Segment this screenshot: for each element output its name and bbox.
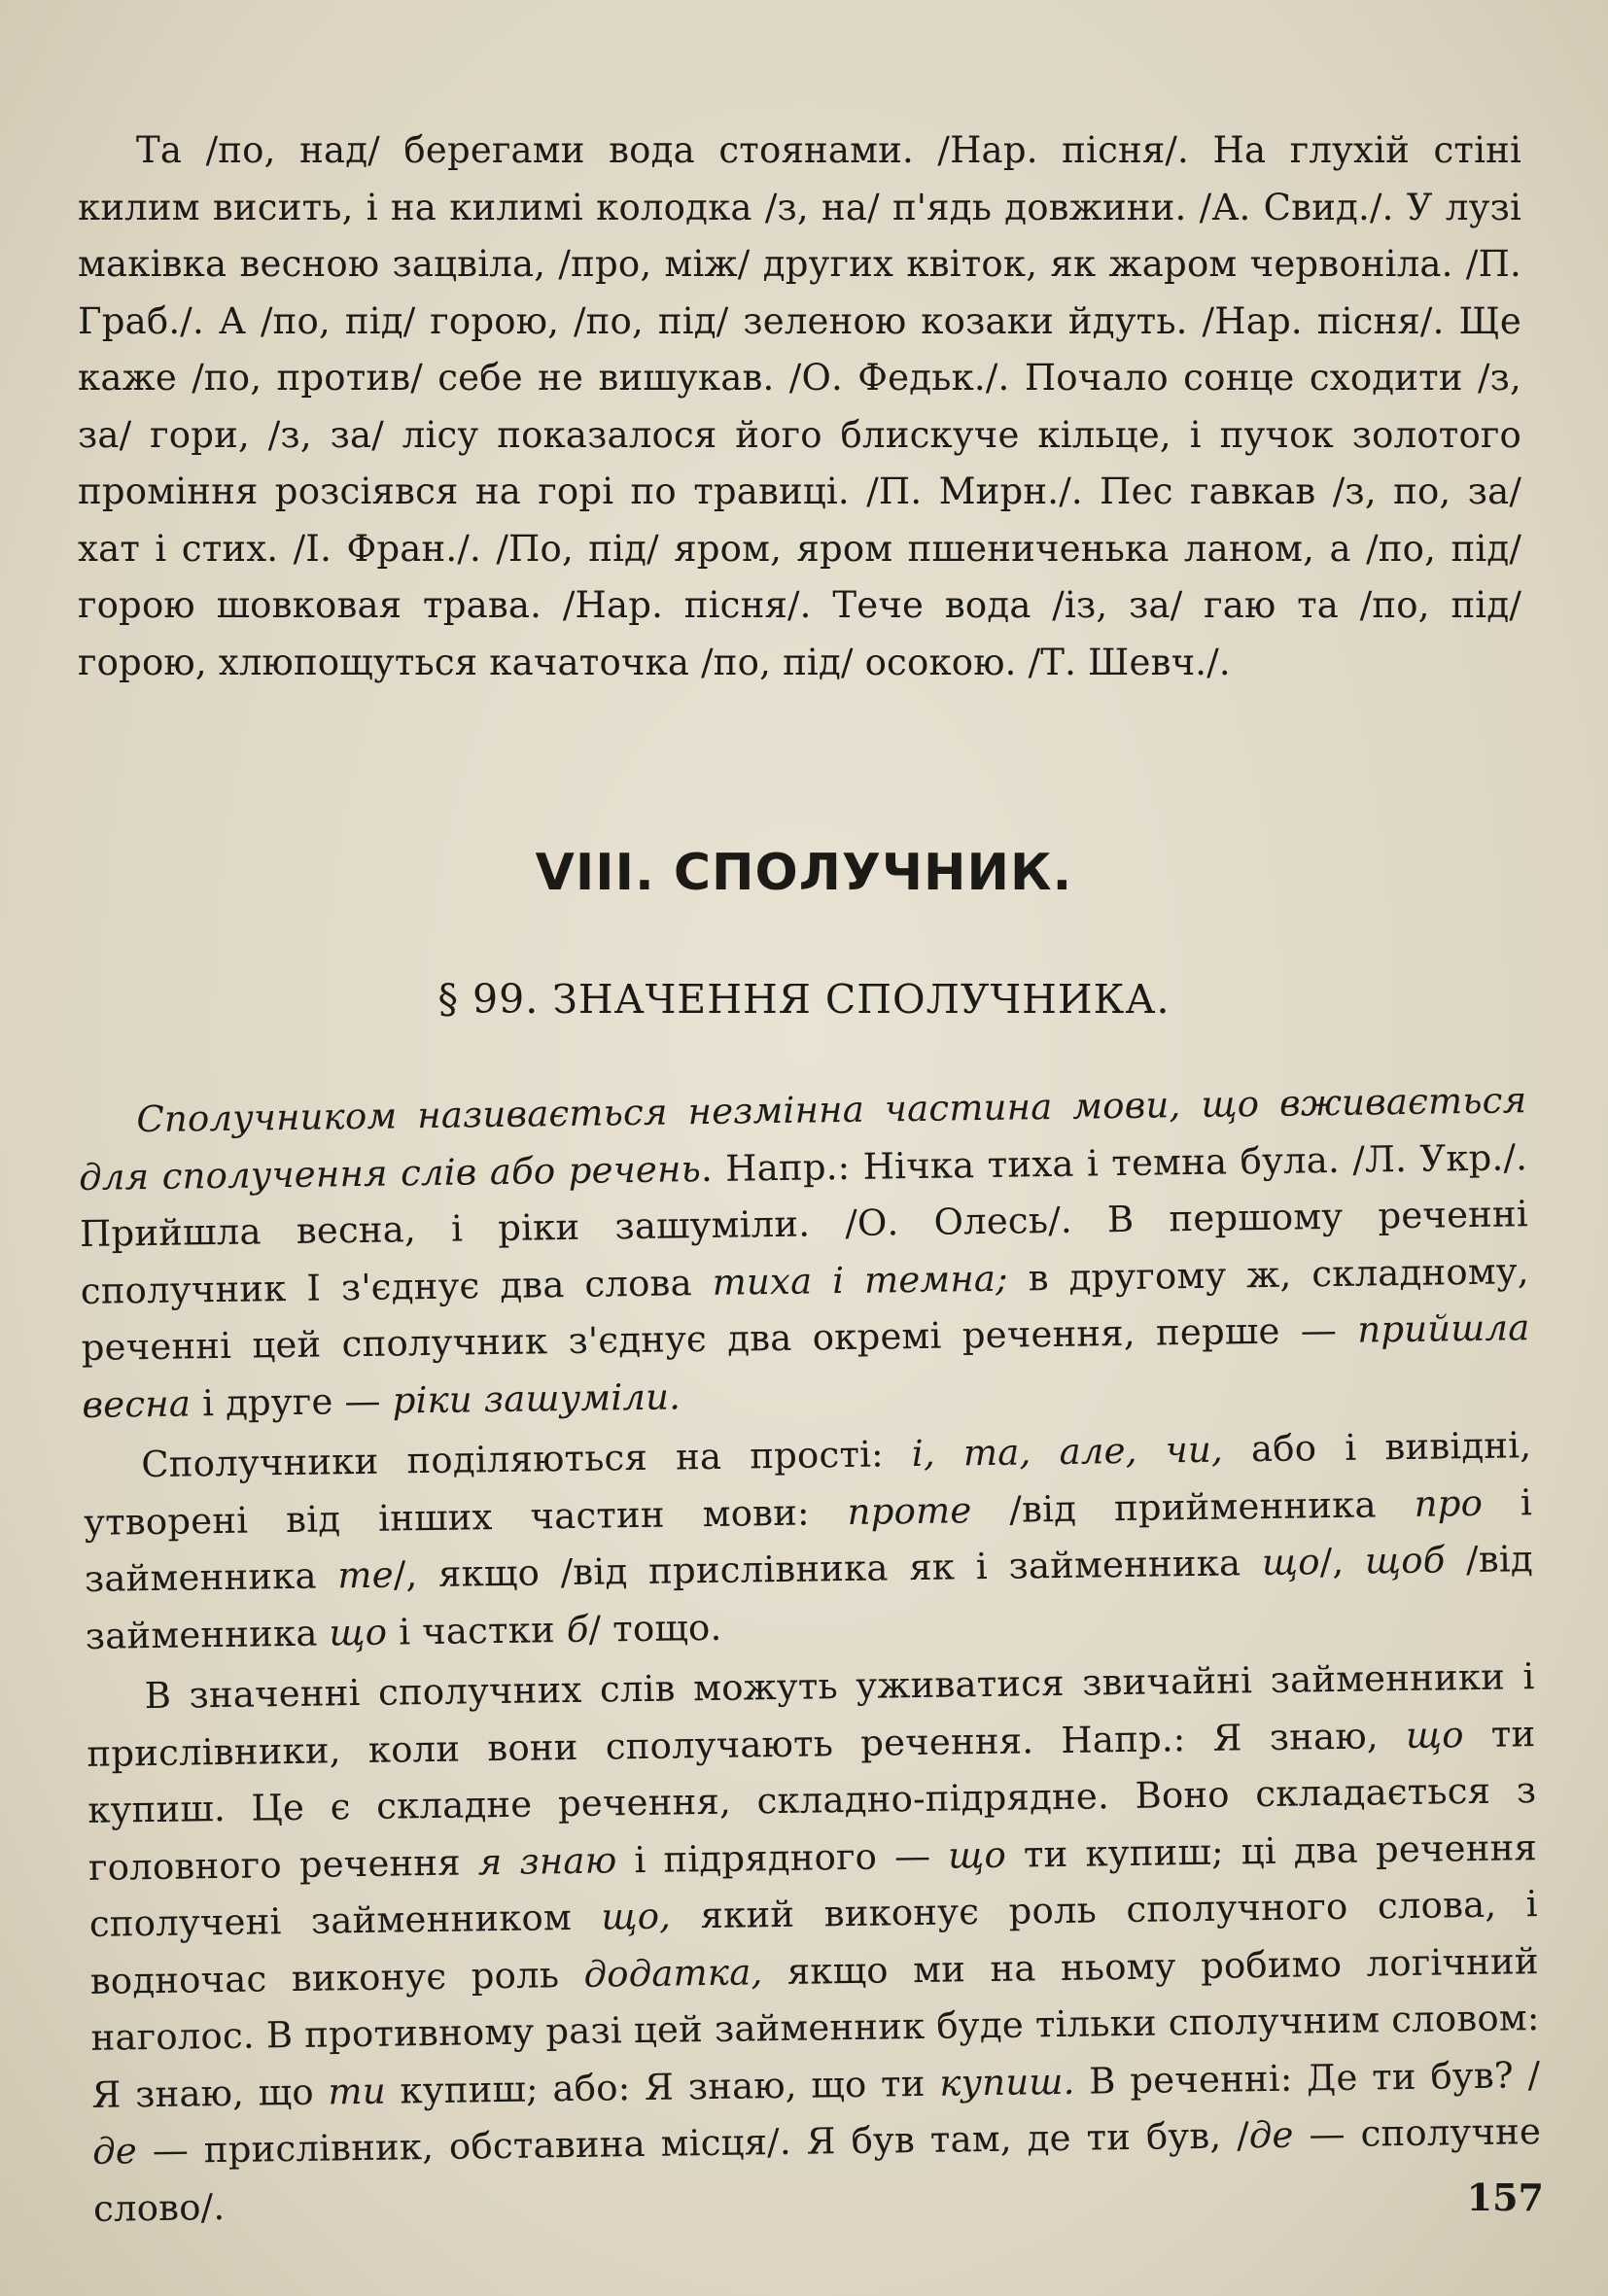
italic-run: що	[329, 1611, 388, 1653]
italic-run: що	[947, 1833, 1007, 1877]
text-run: і друге —	[190, 1379, 393, 1424]
italic-run: щоб	[1364, 1539, 1446, 1583]
italic-run: те	[337, 1553, 395, 1597]
italic-run: проте	[847, 1488, 972, 1533]
text-run: в другому ж, складному, реченні цей сполучник з'єднує два окремі речення, перше —	[81, 1249, 1530, 1369]
examples-paragraph: Та /по, над/ берегами вода стоянами. /Нар. пісня/. На глухій стіні килим висить, і на килимі колодка /з, на/ п'ядь довжини. /А. Свид./. У лузі маківка весною зацвіла, /про, між/ других квіток, як жаром червоніла. /П. Граб./. А /по, під/ горою, /по, під/ зеленою козаки йдуть. /Нар. пісня/. Ще каже /по, против/ себе не вишукав. /О. Федьк./. Почало сонце сходити /з, за/ гори, /з, за/ лісу показалося його блискуче кільце, і пучок золотого проміння розсіявся на горі по травиці. /П. Мирн./. Пес гавкав /з, по, за/ хат і стих. /І. Фран./. /По, під/ яром, яром пшениченька ланом, а /по, під/ горою шовковая трава. /Нар. пісня/. Тече вода /із, за/ гаю та /по, під/ горою, хлюпощуться качаточка /по, під/ осокою. /Т. Шевч./.	[78, 129, 1521, 683]
conjunction-types-paragraph	[83, 1417, 1534, 1665]
text-run: ти купиш. Це є складне речення, складно-підрядне. Воно складається з головного речення	[87, 1712, 1537, 1889]
top-paragraph-block	[78, 122, 1521, 691]
definition-text: Сполучником називається незмінна частина мови, що вживається для сполучення слів або речень	[78, 1079, 1527, 1199]
text-run: — сполучне слово/.	[92, 2110, 1542, 2230]
italic-run: ріки зашуміли.	[392, 1374, 682, 1422]
text-run: В реченні: Де ти був? /	[1074, 2053, 1541, 2103]
italic-run: додатка,	[583, 1950, 763, 1996]
text-run: Сполучники поділяються на прості:	[141, 1433, 913, 1486]
italic-run: де	[1248, 2113, 1294, 2157]
italic-run: тиха і темна;	[712, 1257, 1009, 1304]
text-run: /,	[1319, 1540, 1366, 1583]
text-run: і підрядного —	[616, 1834, 949, 1881]
page-number: 157	[1466, 2175, 1544, 2219]
section-title: § 99. ЗНАЧЕННЯ СПОЛУЧНИКА.	[437, 976, 1171, 1023]
text-run: ти купиш; ці два речення сполучені займенником	[88, 1826, 1538, 1945]
italic-run: прийшла весна	[82, 1306, 1530, 1426]
text-run: який виконує роль сполучного слова, і водночас виконує роль	[89, 1883, 1539, 2002]
text-run: /, якщо /від прислівника як і займенника	[393, 1542, 1263, 1596]
italic-run: що,	[601, 1895, 672, 1938]
italic-run: б	[566, 1608, 589, 1651]
italic-run: де	[91, 2130, 138, 2173]
italic-run: ти	[328, 2070, 387, 2113]
text-run: і частки	[386, 1608, 568, 1653]
italic-run: купиш.	[938, 2060, 1075, 2105]
conjunctive-words-paragraph	[86, 1649, 1542, 2238]
italic-run: і, та, але, чи,	[911, 1428, 1224, 1476]
text-run: якщо ми на ньому робимо логічний наголос. В противному разі цей займенник буде тільки сполучним словом: Я знаю, що	[90, 1939, 1540, 2116]
italic-run: що	[1405, 1713, 1464, 1757]
text-run: /від займенника	[85, 1538, 1534, 1657]
text-run: купиш; або: Я знаю, що ти	[385, 2062, 940, 2112]
text-run: і займенника	[84, 1480, 1533, 1600]
text-run: . Напр.: Нічка тиха і темна була. /Л. Укр./. Прийшла весна, і ріки зашуміли. /О. Олесь/. В першому реченні сполучник І з'єднує два слова	[79, 1135, 1529, 1312]
text-run: /від прийменника	[971, 1482, 1415, 1531]
text-run: / тощо.	[588, 1606, 722, 1651]
text-run: або і вивідні, утворені від інших частин мови:	[83, 1424, 1532, 1544]
italic-run: що	[1261, 1541, 1320, 1584]
text-run: — прислівник, обставина місця/. Я був там, де ти був, /	[136, 2114, 1250, 2173]
section-body	[78, 1072, 1542, 2242]
text-run: В значенні сполучних слів можуть уживатися звичайні займенники і прислівники, коли вони сполучають речення. Напр.: Я знаю,	[87, 1655, 1535, 1775]
italic-run: я знаю	[477, 1838, 617, 1883]
italic-run: про	[1414, 1481, 1484, 1525]
definition-paragraph	[78, 1072, 1531, 1434]
chapter-title: VIII. СПОЛУЧНИК.	[535, 844, 1073, 902]
